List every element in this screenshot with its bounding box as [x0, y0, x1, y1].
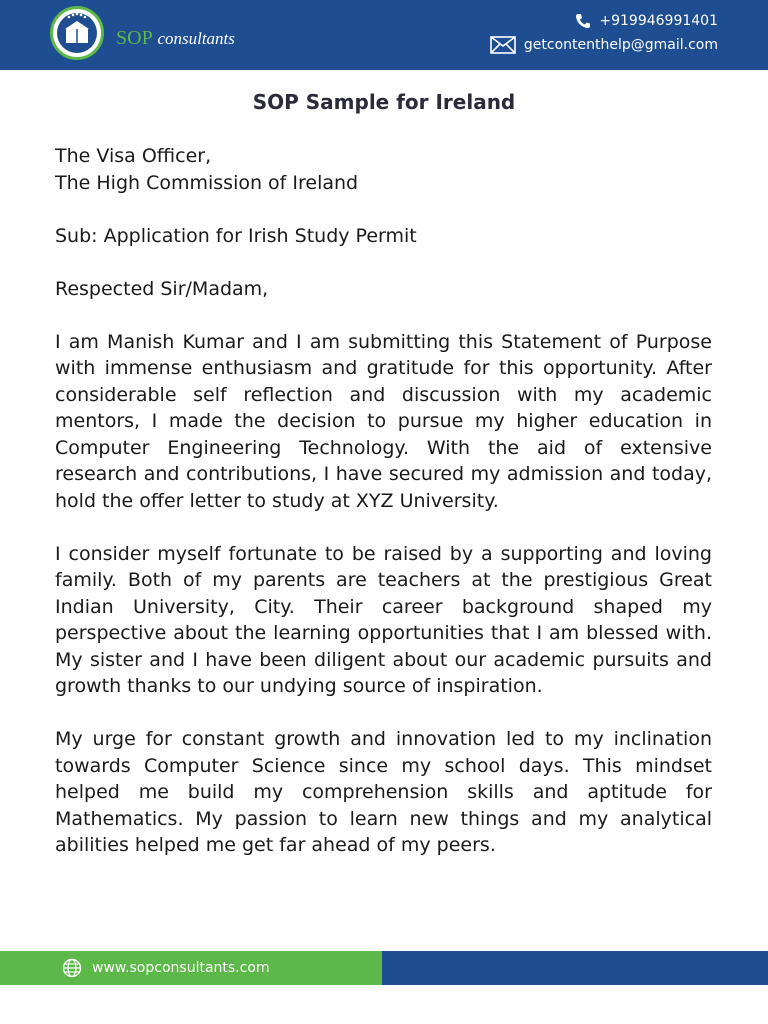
recipient-line: The Visa Officer, — [55, 145, 212, 167]
phone-number: +919946991401 — [599, 13, 718, 29]
page-title: SOP Sample for Ireland — [252, 90, 516, 114]
recipient-line: The High Commission of Ireland — [55, 171, 359, 194]
salutation: Respected Sir/Madam, — [55, 277, 269, 300]
brand-sop: SOP — [116, 27, 153, 49]
header-bar — [0, 0, 768, 70]
phone-icon — [575, 13, 591, 29]
footer-website[interactable] — [62, 958, 270, 978]
brand-consultants: consultants — [157, 29, 235, 48]
contact-email[interactable] — [490, 36, 718, 54]
mail-icon — [490, 36, 516, 54]
paragraph: I consider myself fortunate to be raised by a supporting and loving family. Both of my parents are teachers at the prestigious Great Indian University, City. Their career background shaped my perspective about the learning opportunities that I am blessed with. My sister and I have been diligent about our academic pursuits and growth thanks to our undying source of inspiration. — [55, 542, 712, 697]
website-link[interactable]: www.sopconsultants.com — [92, 960, 270, 976]
footer-blue-bar — [382, 951, 768, 985]
logo-icon — [50, 6, 104, 60]
email-address: getcontenthelp@gmail.com — [523, 37, 718, 53]
brand-name — [116, 27, 235, 50]
paragraph: My urge for constant growth and innovation led to my inclination towards Computer Science since my school days. This mindset helped me build my comprehension skills and aptitude for Mathematics. My passion to learn new things and my analytical abilities helped me get far ahead of my peers. — [55, 728, 712, 856]
contact-phone[interactable] — [575, 13, 718, 29]
paragraph: I am Manish Kumar and I am submitting this Statement of Purpose with immense enthusiasm and gratitude for this opportunity. After considerable self reflection and discussion with my academic mentors, I made the decision to pursue my higher education in Computer Engineering Technology. With the aid of extensive research and contributions, I have secured my admission and today, hold the offer letter to study at XYZ University. — [55, 330, 712, 512]
letter-body — [55, 143, 712, 885]
subject-line: Sub: Application for Irish Study Permit — [55, 224, 417, 247]
globe-icon — [62, 958, 82, 978]
